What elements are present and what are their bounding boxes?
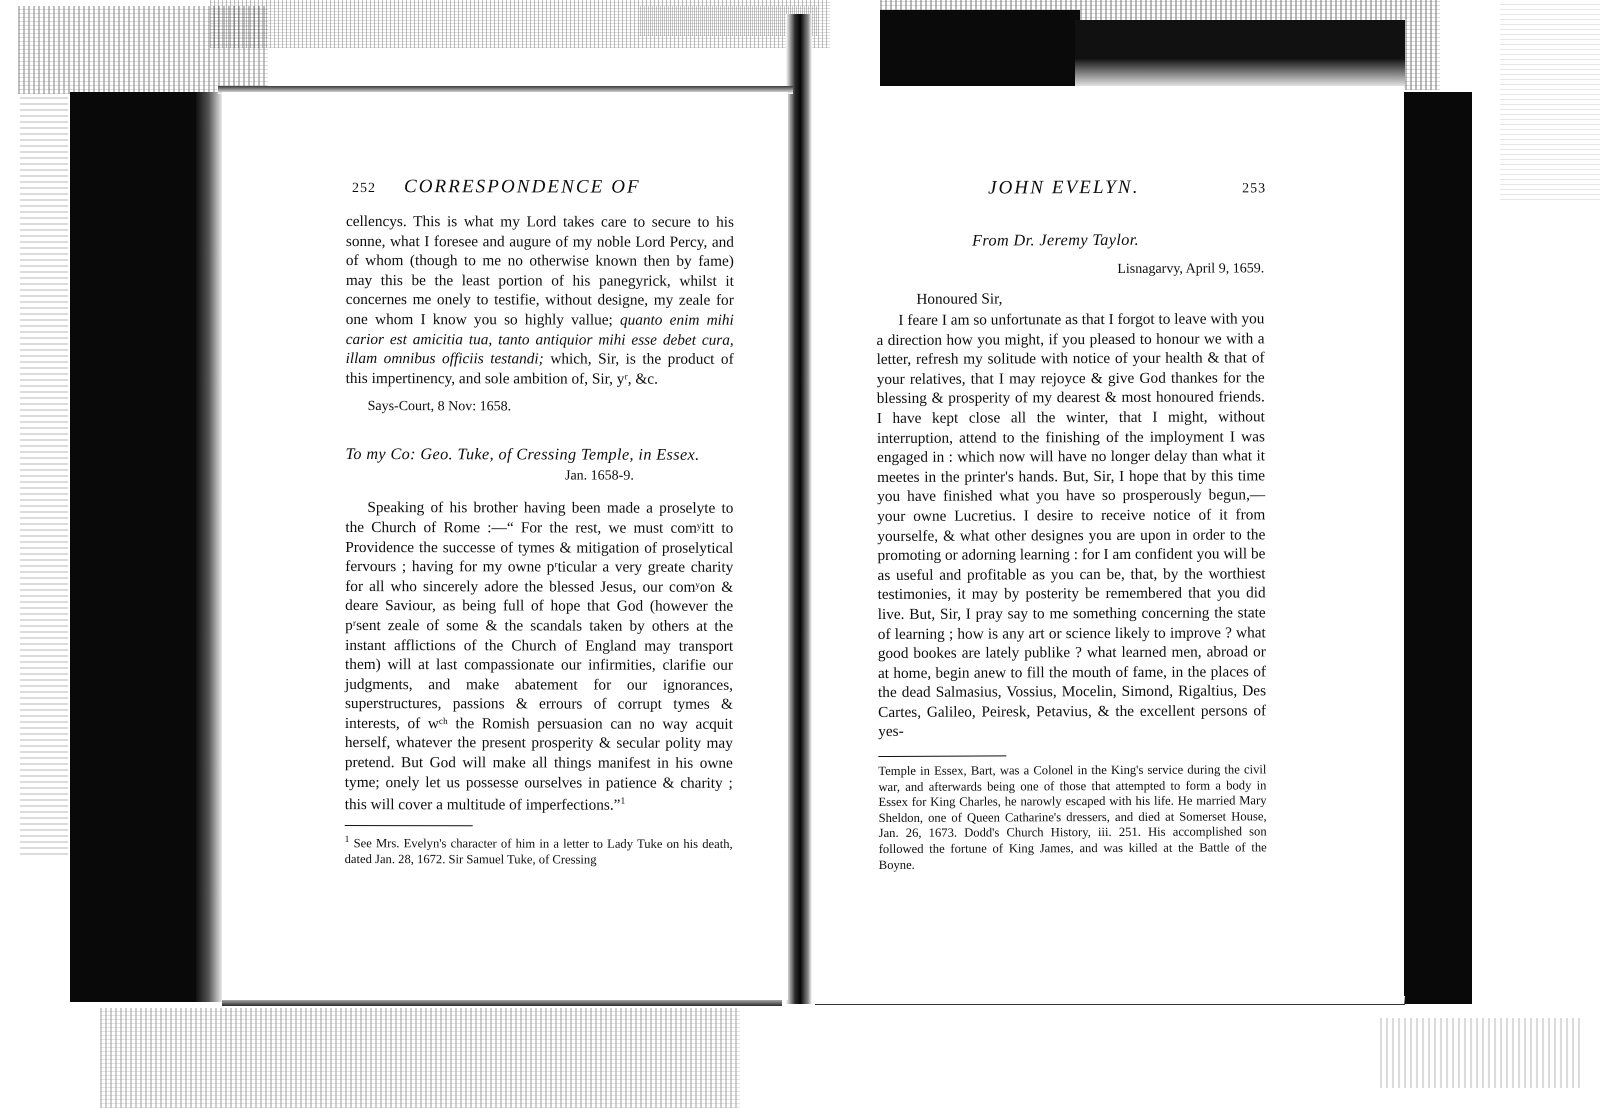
scan-noise-bottom [100,1008,740,1108]
left-paragraph-latin: quanto enim mihi carior est amicitia tua, tanto antiquior mihi esse debet cura, illam omnibus officiis testandi; [345,311,734,368]
page-edge-shadow-top-right [1075,20,1405,90]
right-page-running-head-title: JOHN EVELYN. [987,176,1140,199]
right-page-running-head [876,176,1266,200]
left-page-footnote [345,833,733,868]
right-page-folio: 253 [1242,181,1267,197]
left-footnote-reference: 1 [620,796,626,807]
left-page-column [345,212,734,868]
left-letter-text: Speaking of his brother having been made a proselyte to the Church of Rome :—“ For the rest, we must comʸitt to Providence the successe of tymes & mitigation of proselytical fervours ; having for my owne pʳticular a very greate charity for all who sincerely adore the blessed Jesus, our comʸon & deare Saviour, as being full of hope that God (however the pʳsent zeale of some & the scandals taken by others at the instant afflictions of the Church of England may transport them) will at last compassionate our infirmities, clarifie our judgments, and make abatement for our ignorances, superstructures, passions & errours of corrupt tymes & interests, of wᶜʰ the Romish persuasion can no way acquit herself, whatever the present prosperity & secular polity may pretend. But God will make all things manifest in his owne tyme; onely let us possesse ourselves in patience & charity ; this will cover a multitude of imperfections.” [344,499,734,814]
left-paragraph-text-b: which, Sir, is the product of this impertinency, and sole ambition of, Sir, yʳ, &c. [345,350,734,388]
right-page-salutation: Honoured Sir, [916,290,1003,308]
book-shadow-left-gradient [196,92,224,1002]
footnote-rule-right [878,755,1006,757]
scan-noise-bottom-right [1380,1018,1580,1088]
left-page-letter-heading: To my Co: Geo. Tuke, of Cressing Temple, in Essex. [345,445,700,465]
left-page-letter-body [345,498,734,815]
book-shadow-center-top [880,10,1080,90]
scan-noise-left-edge [20,95,68,855]
right-page-letter-date: Lisnagarvy, April 9, 1659. [1117,261,1265,277]
footnote-rule-left [345,825,473,826]
right-page-footnote: Temple in Essex, Bart, was a Colonel in the King's service during the civil war, and afterwards being one of those that attempted to form a body in Essex for King Charles, he narowly escaped with his life. He married Mary Sheldon, one of Queen Catharine's dressers, and died at Somerset House, Jan. 26, 1673. Dodd's Church History, iii. 251. His accomplished son followed the fortune of King James, and was killed at the Battle of the Boyne. [878,762,1267,872]
book-gutter [786,14,812,1004]
left-page-running-head-title: CORRESPONDENCE OF [403,176,641,198]
left-page-folio: 252 [351,180,376,197]
right-page-column [876,224,1267,873]
scan-noise-right-edge [1500,0,1600,200]
left-page-paragraph-continued [346,212,734,389]
right-page-letter-body: I feare I am so unfortunate as that I forgot to leave with you a direction how you might, if you pleased to honour we with a letter, refresh my solitude with notice of your health & that of your relatives, that I may rejoyce & give God thankes for the blessing & prosperity of my dearest & most honoured friends. I have kept close all the winter, that I might, without interruption, attend to the finishing of the imployment I was engaged in : which now will have no longer delay than what it meetes in the printer's hands. But, Sir, I hope that by this time you have finished what you have so prosperously begun,—your owne Lucretius. I desire to receive notice of it from yourselfe, & what other designes you are upon in order to the promoting or adorning learning : for I am confident you will be as useful and profitable as you can be, that, by the worthiest testimonies, it may by posterity be remembered that you did live. But, Sir, I pray say to me something concerning the state of learning ; how is any art or science likely to improve ? what good bookes are lately publike ? what learned men, abroad or at home, begin anew to fill the mouth of fame, in the places of the dead Salmasius, Vossius, Mocelin, Simond, Rigaltius, Des Cartes, Galileo, Peiresk, Petavius, & the excellent persons of yes- [876,310,1267,741]
left-footnote-marker: 1 [344,834,350,845]
left-page-running-head [352,176,732,199]
left-paragraph-text-a: cellencys. This is what my Lord takes care to secure to his sonne, what I foresee and augure of my noble Lord Percy, and of whom (though to me no otherwise known then by fame) may this be the least portion of his panegyrick, whilst it concernes me onely to testifie, without designe, my zeale for one whom I know you so highly vallue; [345,213,734,329]
left-footnote-text: See Mrs. Evelyn's character of him in a letter to Lady Tuke on his death, dated Jan. 28, 1672. Sir Samuel Tuke, of Cressing [344,836,733,867]
left-page-letter-date: Jan. 1658-9. [565,468,634,484]
right-page-letter-heading: From Dr. Jeremy Taylor. [972,230,1140,250]
book-shadow-right [1400,92,1472,1004]
left-page-signoff: Says-Court, 8 Nov: 1658. [367,399,512,415]
